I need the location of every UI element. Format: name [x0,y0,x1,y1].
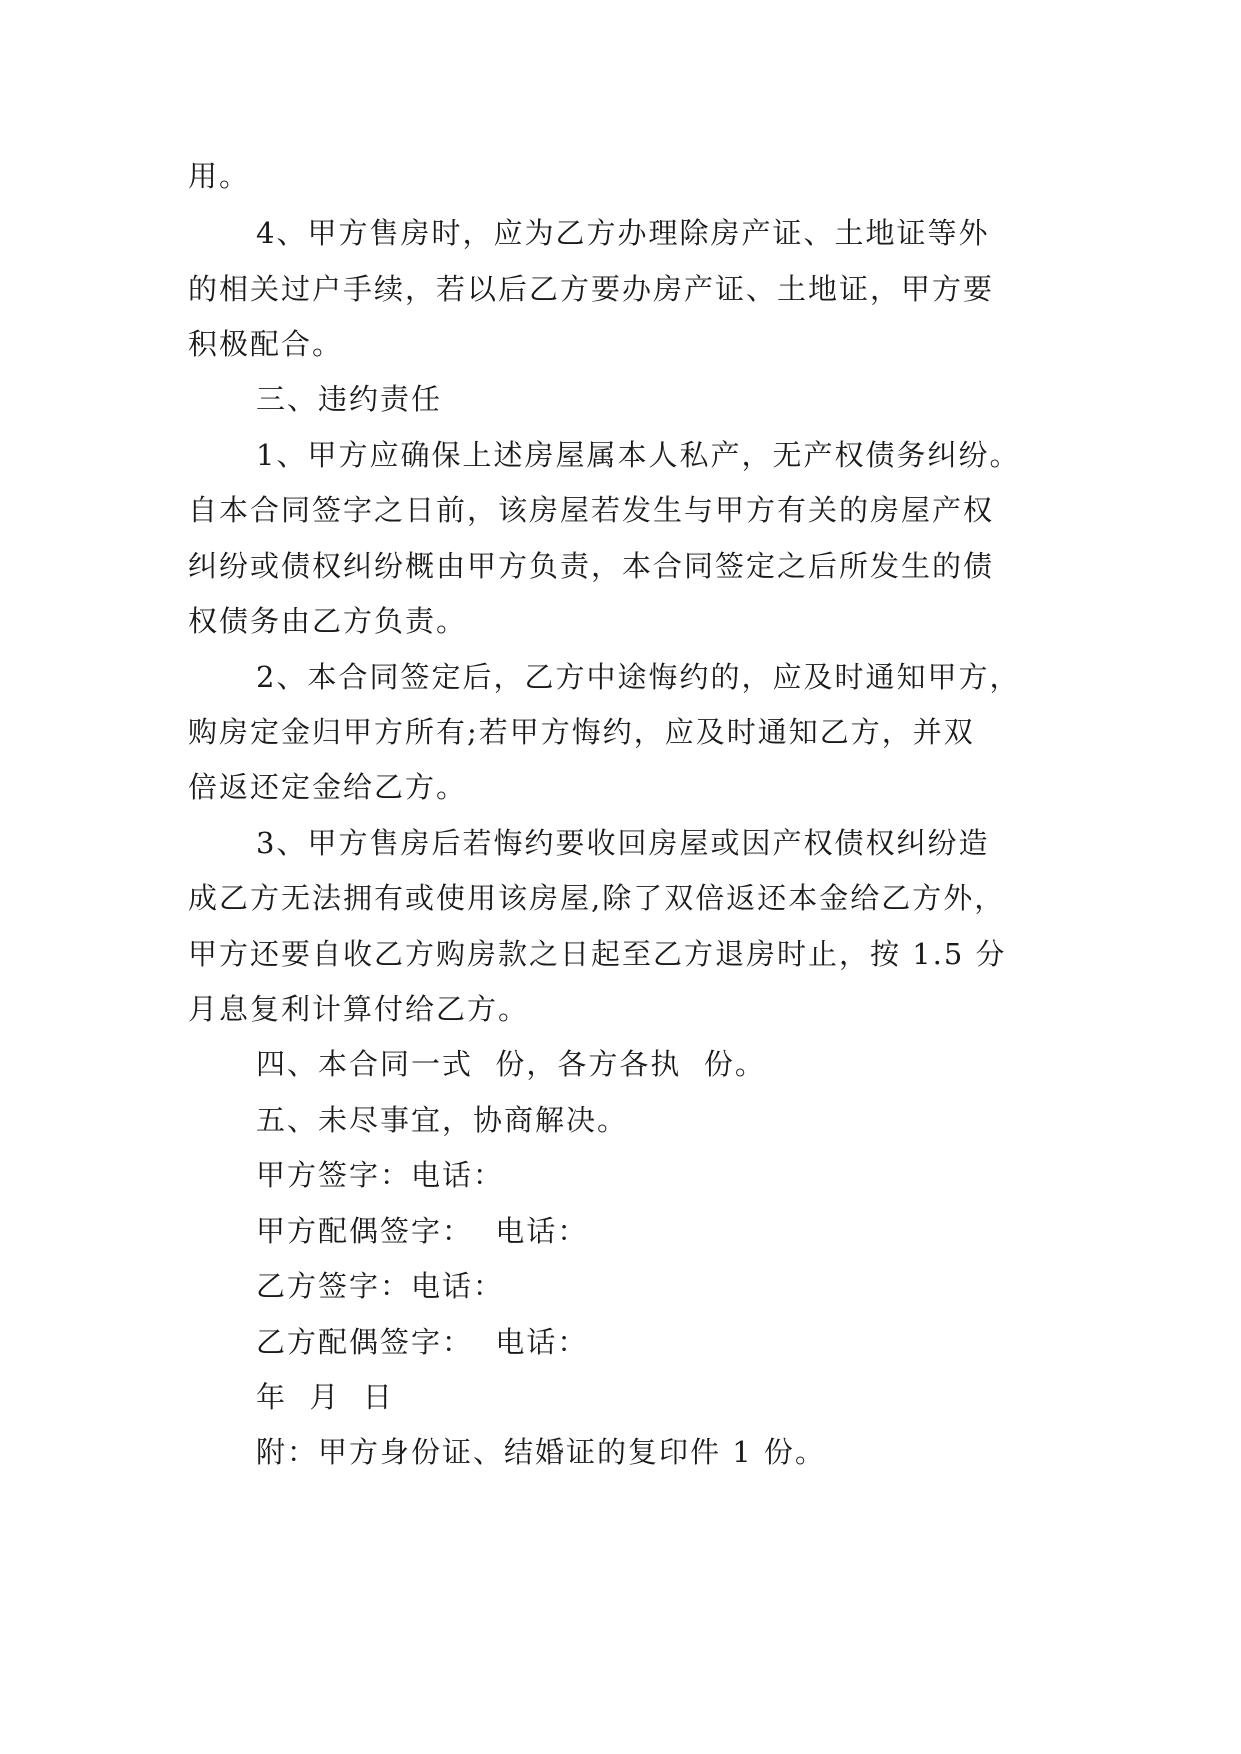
signature-line-party-b: 乙方签字：电话： [256,1269,505,1303]
text-line: 自本合同签字之日前，该房屋若发生与甲方有关的房屋产权 [188,493,995,527]
text-line: 纠纷或债权纠纷概由甲方负责，本合同签定之后所发生的债 [188,549,995,583]
date-line: 年 月 日 [256,1380,394,1414]
text-line: 的相关过户手续，若以后乙方要办房产证、土地证，甲方要 [188,272,995,306]
text-line: 成乙方无法拥有或使用该房屋,除了双倍返还本金给乙方外， [188,881,1006,915]
text-line: 购房定金归甲方所有;若甲方悔约，应及时通知乙方，并双 [188,715,975,749]
section-heading: 三、违约责任 [256,382,443,416]
signature-line-party-a-spouse: 甲方配偶签字： 电话： [256,1214,589,1248]
text-line: 1、甲方应确保上述房屋属本人私产，无产权债务纠纷。 [256,438,1021,472]
text-line: 倍返还定金给乙方。 [188,770,468,804]
text-line: 用。 [188,159,251,193]
text-line: 四、本合同一式 份，各方各执 份。 [256,1047,766,1081]
text-line: 积极配合。 [188,327,344,361]
text-line: 月息复利计算付给乙方。 [188,992,530,1026]
attachment-note: 附：甲方身份证、结婚证的复印件 1 份。 [256,1435,826,1469]
signature-line-party-b-spouse: 乙方配偶签字： 电话： [256,1325,589,1359]
text-line: 3、甲方售房后若悔约要收回房屋或因产权债权纠纷造 [256,826,990,860]
text-line: 五、未尽事宜，协商解决。 [256,1103,629,1137]
text-line: 4、甲方售房时，应为乙方办理除房产证、土地证等外 [256,216,990,250]
signature-line-party-a: 甲方签字：电话： [256,1158,505,1192]
text-line: 2、本合同签定后，乙方中途悔约的，应及时通知甲方， [256,660,1021,694]
text-line: 权债务由乙方负责。 [188,604,468,638]
text-line: 甲方还要自收乙方购房款之日起至乙方退房时止，按 1.5 分 [188,937,1007,971]
